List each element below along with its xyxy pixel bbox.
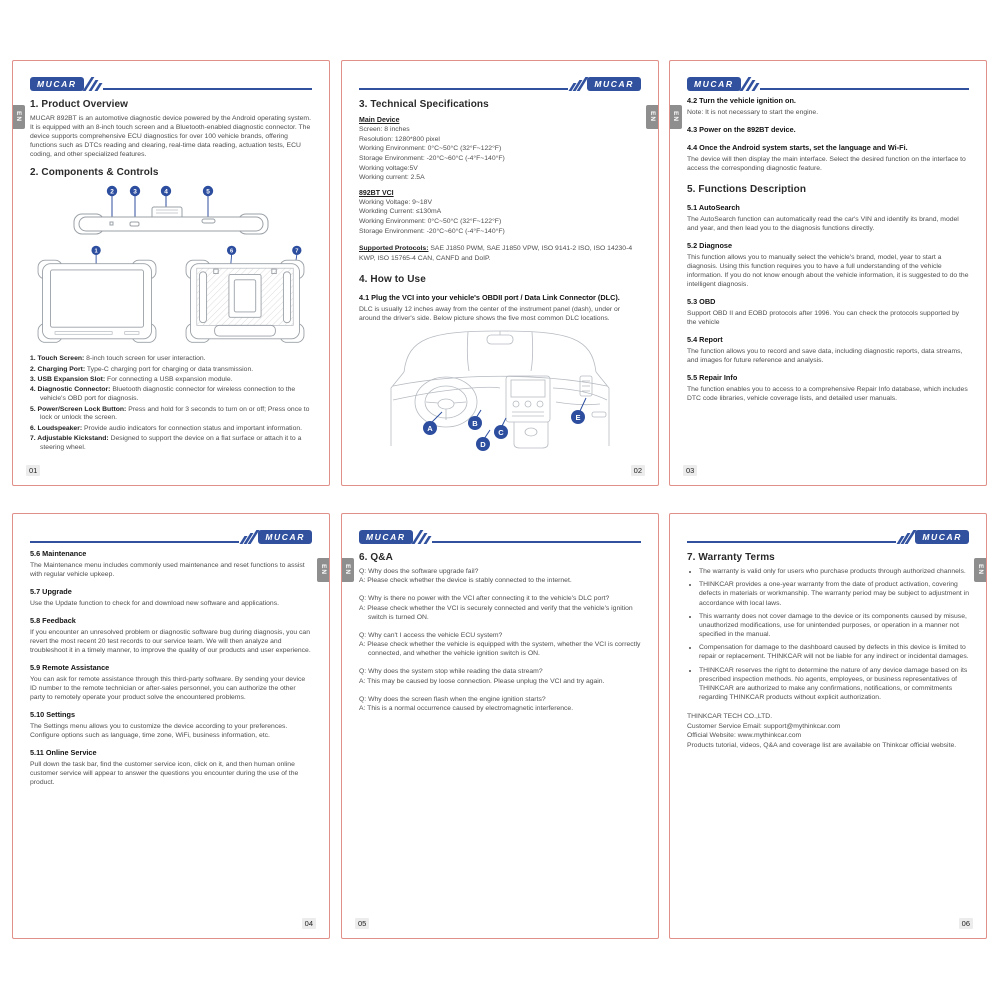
manual-page-03 xyxy=(669,60,987,486)
subsection-title: 5.8 Feedback xyxy=(30,615,76,625)
warranty-list xyxy=(687,567,969,702)
subsection-title: 5.9 Remote Assistance xyxy=(30,663,110,673)
mucar-logo: MUCAR xyxy=(915,530,969,544)
subsection-paragraph: The AutoSearch function can automatically read the car's VIN and identify its brand, model and year, and then lead you to the diagnosis functions directly. xyxy=(687,215,959,232)
spec-group-heading: 892BT VCI xyxy=(359,189,394,197)
language-tab-en: EN xyxy=(669,105,682,129)
subsection-title: 5.2 Diagnose xyxy=(687,240,733,250)
svg-text:7: 7 xyxy=(295,248,299,255)
mucar-logo: MUCAR xyxy=(587,77,641,91)
subsection-title: 5.1 AutoSearch xyxy=(687,202,740,212)
subsection-title: 5.4 Report xyxy=(687,335,723,345)
svg-text:A: A xyxy=(427,423,433,433)
spec-line: Working current: 2.5A xyxy=(359,174,425,182)
svg-text:D: D xyxy=(480,439,486,449)
subsection-title: 4.1 Plug the VCI into your vehicle's OBDII port / Data Link Connector (DLC). xyxy=(359,292,620,302)
svg-text:2: 2 xyxy=(110,188,114,196)
section-title: 4. How to Use xyxy=(359,273,426,285)
qa-item: Q: Why can't I access the vehicle ECU system? A: Please check whether the vehicle is equipped with the system, whether the VCI is correctly connected, and whether the vehicle ignition switch is ON. xyxy=(359,631,641,658)
section-title: 7. Warranty Terms xyxy=(687,552,775,563)
spec-line: Screen: 8 inches xyxy=(359,126,410,133)
warranty-item: • This warranty does not cover damage to the device or its components caused by misuse, unauthorized modifications, use for unintended purposes, or operation in a manner not specified in the manual. xyxy=(699,612,969,640)
page-number: 04 xyxy=(302,918,316,929)
section-title: 6. Q&A xyxy=(359,552,393,563)
warranty-item: • The warranty is valid only for users who purchase products through authorized channels. xyxy=(699,567,969,576)
subsection-paragraph: Support OBD II and EOBD protocols after 1996. You can check the protocols supported by the vehicle xyxy=(687,309,960,326)
subsection-paragraph: DLC is usually 12 inches away from the center of the instrument panel (dash), under or around the driver's side. Below picture shows the five most common DLC locations. xyxy=(359,305,621,322)
section-paragraph: MUCAR 892BT is an automotive diagnostic device powered by the Android operating system. It is equipped with an 8-inch touch screen and a Bluetooth-enabled diagnostic connector. The device supports comprehensive ECU diagnostics for over 100 vehicle brands, offering functions such as DTCs reading and clearing, real-time data reading, actuation tests, ECU coding, and other specialized features. xyxy=(30,115,311,159)
spec-line: Working Voltage: 9~18V xyxy=(359,198,432,206)
page-number: 05 xyxy=(355,918,369,929)
subsection-paragraph: The Settings menu allows you to customize the device according to your preferences. Configure options such as language, time zone, WiFi, business information, etc. xyxy=(30,723,288,740)
qa-item: Q: Why is there no power with the VCI after connecting it to the vehicle's DLC port? A: Please check whether the VCI is securely connected and verify that the vehicle's ignition switch is turned ON. xyxy=(359,595,633,621)
qa-item: Q: Why does the software upgrade fail? A: Please check whether the device is stably connected to the internet. xyxy=(359,568,572,585)
logo-stripes-icon xyxy=(416,530,429,544)
language-tab-en: EN xyxy=(317,558,330,582)
manual-page-02 xyxy=(341,60,659,486)
logo-stripes-icon xyxy=(571,77,584,91)
subsection-paragraph: The function enables you to access to a comprehensive Repair Info database, which includes DTC code libraries, vehicle coverage lists, and detailed user manuals. xyxy=(687,385,968,403)
page-header xyxy=(687,71,969,91)
mucar-logo: MUCAR xyxy=(687,77,741,91)
component-list xyxy=(30,355,312,452)
page-number: 03 xyxy=(683,465,697,476)
page-header xyxy=(359,71,641,91)
spec-line: Working Environment: 0°C~50°C (32°F~122°F) xyxy=(359,145,502,153)
spec-line: Workding Current: ≤130mA xyxy=(359,208,442,216)
spec-line: Working Environment: 0°C~50°C (32°F~122°F) xyxy=(359,218,502,226)
language-tab-en: EN xyxy=(646,105,659,129)
subsection-title: 5.6 Maintenance xyxy=(30,549,87,558)
page-header xyxy=(687,524,969,544)
spec-line: Storage Environment: -20°C~60°C (-4°F~140°F) xyxy=(359,227,505,235)
page-number: 06 xyxy=(959,918,973,929)
component-item: 5. Power/Screen Lock Button: Press and hold for 3 seconds to turn on or off; Press once to lock or unlock the screen. xyxy=(30,405,310,422)
subsection-title: 5.3 OBD xyxy=(687,297,716,307)
header-rule xyxy=(687,541,896,543)
component-item: 1. Touch Screen: 8-inch touch screen for user interaction. xyxy=(30,355,206,363)
mucar-logo: MUCAR xyxy=(30,77,84,91)
manual-page-04 xyxy=(12,513,330,939)
spec-line: Storage Environment: -20°C~60°C (-4°F~140°F) xyxy=(359,154,505,162)
subsection-title: 5.5 Repair Info xyxy=(687,373,738,383)
subsection-title: 5.7 Upgrade xyxy=(30,587,72,597)
header-rule xyxy=(103,88,312,90)
subsection-paragraph: This function allows you to manually select the vehicle's brand, model, year to start a diagnosis. Using this function requires you to have a full understanding of the vehicle information. If you do not know enough about the vehicle information, it is suggested to do the intelligent diagnosis. xyxy=(687,253,969,288)
spec-group-heading: Main Device xyxy=(359,117,400,124)
svg-text:3: 3 xyxy=(133,188,137,196)
component-item: 4. Diagnostic Connector: Bluetooth diagnostic connector for wireless connection to the vehicle's OBD port for diagnosis. xyxy=(30,386,296,403)
svg-text:5: 5 xyxy=(206,188,210,196)
spec-line: Working voltage:5V xyxy=(359,164,418,172)
subsection-paragraph: Note: It is not necessary to start the engine. xyxy=(687,108,819,116)
language-tab-en: EN xyxy=(12,105,25,129)
logo-stripes-icon xyxy=(744,77,757,91)
spec-line: Resolution: 1280*800 pixel xyxy=(359,135,440,143)
page-number: 01 xyxy=(26,465,40,476)
warranty-item: • THINKCAR provides a one-year warranty from the date of product activation, covering defects in materials or workmanship. The warranty period may be subject to adjustment in accordance with local laws. xyxy=(699,580,969,608)
header-rule xyxy=(432,541,641,543)
svg-text:4: 4 xyxy=(164,188,168,196)
footer-note: Products tutorial, videos, Q&A and coverage list are available on Thinkcar official website. xyxy=(687,741,957,749)
protocols-line: Supported Protocols: SAE J1850 PWM, SAE J1850 VPW, ISO 9141-2 ISO, ISO 14230-4 KWP, ISO 15765-4 CAN, CANFD and DoIP. xyxy=(359,245,633,263)
manual-page-06 xyxy=(669,513,987,939)
warranty-item: • Compensation for damage to the dashboard caused by defects in this device is limited to repair or replacement. THINKCAR will not be liable for any indirect or incidental damages. xyxy=(699,643,969,661)
logo-stripes-icon xyxy=(242,530,255,544)
svg-text:6: 6 xyxy=(229,248,234,255)
page-number: 02 xyxy=(631,465,645,476)
subsection-paragraph: The function allows you to record and save data, including diagnostic reports, data streams, and images for future reference and analysis. xyxy=(687,347,963,365)
svg-text:C: C xyxy=(498,427,504,437)
component-item: 7. Adjustable Kickstand: Designed to support the device on a flat surface or attach it to a steering wheel. xyxy=(30,435,302,451)
subsection-paragraph: Use the Update function to check for and download new software and applications. xyxy=(30,599,279,607)
section-title: 1. Product Overview xyxy=(30,99,129,110)
component-item: 6. Loudspeaker: Provide audio indicators for connection status and important information. xyxy=(30,424,303,432)
subsection-title: 4.3 Power on the 892BT device. xyxy=(687,124,796,134)
mucar-logo: MUCAR xyxy=(359,530,413,544)
subsection-paragraph: The Maintenance menu includes commonly used maintenance and reset functions to assist with regular vehicle upkeep. xyxy=(30,561,305,578)
company-name: THINKCAR TECH CO.,LTD. xyxy=(687,713,773,721)
svg-text:E: E xyxy=(575,412,581,422)
subsection-paragraph: The device will then display the main interface. Select the desired function on the interface to access the corresponding diagnostic feature. xyxy=(687,155,966,172)
header-rule xyxy=(359,88,568,90)
subsection-paragraph: You can ask for remote assistance through this third-party software. By sending your device ID number to the remote technician or after-sales personnel, you can authorize the other party to remotely operate your product solve the encountered problems. xyxy=(30,675,306,702)
subsection-title: 5.10 Settings xyxy=(30,710,76,720)
subsection-paragraph: Pull down the task bar, find the customer service icon, click on it, and then human online customer service will appear to answer the questions you encounter during the use of the product. xyxy=(30,761,299,787)
section-title: 2. Components & Controls xyxy=(30,167,159,179)
subsection-title: 4.2 Turn the vehicle ignition on. xyxy=(687,96,796,105)
header-rule xyxy=(760,88,969,90)
subsection-title: 5.11 Online Service xyxy=(30,748,97,758)
warranty-item: • THINKCAR reserves the right to determine the nature of any device damage based on its prescribed inspection methods. No agents, employees, or business representatives of THINKCAR are authorized to make any confirmations, notifications, or commitments regarding THINKCAR products without explicit authorization. xyxy=(699,666,969,703)
official-website: Official Website: www.mythinkcar.com xyxy=(687,732,802,740)
logo-stripes-icon xyxy=(87,77,100,91)
manual-page-01 xyxy=(12,60,330,486)
subsection-title: 4.4 Once the Android system starts, set the language and Wi-Fi. xyxy=(687,142,908,152)
mucar-logo: MUCAR xyxy=(258,530,312,544)
device-top-view-figure xyxy=(30,182,312,240)
manual-page-05 xyxy=(341,513,659,939)
language-tab-en: EN xyxy=(341,558,354,582)
support-email: Customer Service Email: support@mythinkcar.com xyxy=(687,722,841,730)
device-front-back-figure xyxy=(30,240,312,350)
section-title: 5. Functions Description xyxy=(687,183,807,195)
qa-item: Q: Why does the system stop while reading the data stream? A: This may be caused by loose connection. Please unplug the VCI and try again. xyxy=(359,668,605,685)
header-rule xyxy=(30,541,239,543)
component-item: 2. Charging Port: Type-C charging port for charging or data transmission. xyxy=(30,365,254,373)
qa-item: Q: Why does the screen flash when the engine ignition starts? A: This is a normal occurrence caused by electromagnetic interference. xyxy=(359,695,574,712)
section-title: 3. Technical Specifications xyxy=(359,99,489,110)
logo-stripes-icon xyxy=(899,530,912,544)
svg-text:1: 1 xyxy=(94,248,98,255)
subsection-paragraph: If you encounter an unresolved problem or diagnostic software bug during diagnosis, you can revert the most recent 20 test records to our service team. We will then analyze and troubleshoot it in a timely manner, to improve the quality of our products and user experience. xyxy=(30,628,311,654)
component-item: 3. USB Expansion Slot: For connecting a USB expansion module. xyxy=(30,376,233,384)
dlc-locations-figure xyxy=(359,326,641,452)
page-header xyxy=(359,524,641,544)
language-tab-en: EN xyxy=(974,558,987,582)
page-header xyxy=(30,71,312,91)
svg-text:B: B xyxy=(472,418,478,428)
page-header xyxy=(30,524,312,544)
